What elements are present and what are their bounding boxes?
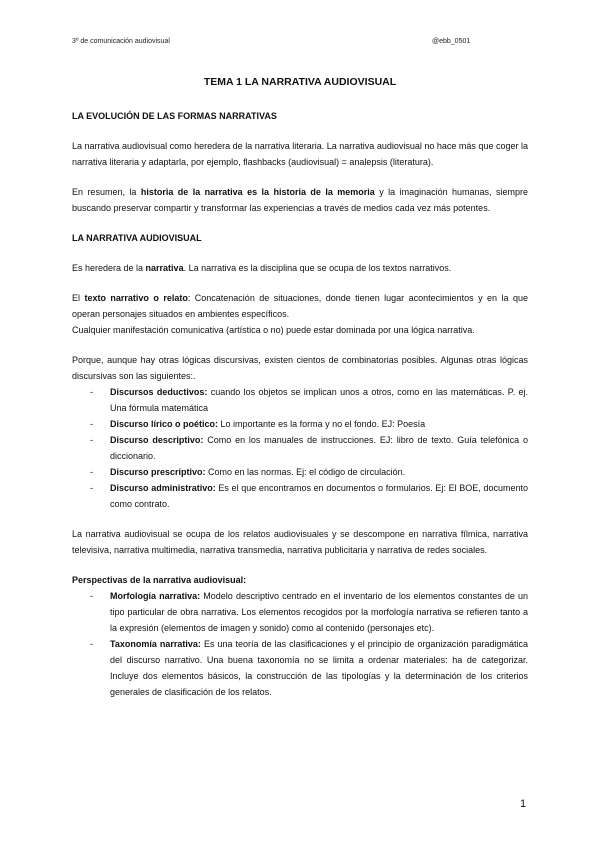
perspectives-list	[72, 588, 528, 700]
list-term: Discurso administrativo:	[110, 483, 216, 493]
list-text: Lo importante es la forma y no el fondo. EJ: Poesía	[218, 419, 426, 429]
list-text: Como en las normas. Ej: el código de circulación.	[205, 467, 406, 477]
paragraph: Porque, aunque hay otras lógicas discursivas, existen cientos de combinatorias posibles. Algunas otras lógicas discursivas son las siguientes:.	[72, 355, 528, 381]
header-course: 3º de comunicación audiovisual	[72, 38, 170, 45]
list-item	[72, 384, 528, 416]
list-item	[72, 416, 528, 432]
section-heading-narrativa-audiovisual: LA NARRATIVA AUDIOVISUAL	[72, 233, 202, 243]
paragraph	[72, 260, 528, 276]
paragraph	[72, 184, 528, 216]
list-item	[72, 432, 528, 464]
discourse-list	[72, 384, 528, 512]
paragraph: Cualquier manifestación comunicativa (artística o no) puede estar dominada por una lógica narrativa.	[72, 325, 475, 335]
list-term: Taxonomía narrativa:	[110, 639, 201, 649]
list-term: Discurso descriptivo:	[110, 435, 204, 445]
paragraph: La narrativa audiovisual como heredera de la narrativa literaria. La narrativa audiovisual no hace más que coger la narrativa literaria y adaptarla, por ejemplo, flashbacks (audiovisual) = analepsis (literatura).	[72, 141, 528, 167]
list-text: cuando los objetos se implican unos a otros, como en las matemáticas. P. ej. Una fórmula matemática	[110, 387, 528, 413]
list-term: Discursos deductivos:	[110, 387, 208, 397]
list-item	[72, 480, 528, 512]
text-span: El	[72, 293, 85, 303]
paragraph	[72, 290, 528, 322]
header-handle: @ebb_0501	[432, 38, 471, 45]
list-text: Es una teoría de las clasificaciones y el principio de organización paradigmática del discurso narrativo. Una buena taxonomía no se limita a ordenar materiales: ha de categorizar. Incluye dos elementos básicos, la construcción de las tipologías y la determinación de los criterios generales de clasificación de los relatos.	[110, 639, 528, 697]
list-term: Morfología narrativa:	[110, 591, 201, 601]
list-item	[72, 464, 528, 480]
list-text: Como en los manuales de instrucciones. EJ: libro de texto. Guía telefónica o diccionario.	[110, 435, 528, 461]
text-span: Es heredera de la	[72, 263, 146, 273]
list-item	[72, 588, 528, 636]
document-title: TEMA 1 LA NARRATIVA AUDIOVISUAL	[203, 76, 397, 88]
section-heading-perspectivas: Perspectivas de la narrativa audiovisual:	[72, 575, 247, 585]
text-span: y la imaginación humanas, siempre buscando preservar compartir y transformar las experiencias a través de medios cada vez más potentes.	[72, 187, 528, 213]
text-span: : Concatenación de situaciones, donde tienen lugar acontecimientos y en la que operan personajes situados en ambientes específicos.	[72, 293, 528, 319]
paragraph: La narrativa audiovisual se ocupa de los relatos audiovisuales y se descompone en narrativa fílmica, narrativa televisiva, narrativa multimedia, narrativa transmedia, narrativa publicitaria y narrativa de redes sociales.	[72, 529, 528, 555]
page-number: 1	[520, 798, 527, 810]
section-heading-evolucion: LA EVOLUCIÓN DE LAS FORMAS NARRATIVAS	[72, 111, 277, 121]
list-item	[72, 636, 528, 700]
bold-text: historia de la narrativa es la historia de la memoria	[140, 187, 375, 197]
text-span: En resumen, la	[72, 187, 141, 197]
list-text: Modelo descriptivo centrado en el inventario de los elementos constantes de un tipo particular de obra narrativa. Los elementos recogidos por la morfología narrativa se refieren tanto a la expresión (elementos de imagen y sonido) como al contenido (personajes etc).	[110, 591, 528, 633]
bold-text: narrativa	[145, 263, 184, 273]
bold-text: texto narrativo o relato	[84, 293, 188, 303]
list-term: Discurso prescriptivo:	[110, 467, 206, 477]
document-body	[72, 108, 528, 714]
list-term: Discurso lírico o poético:	[110, 419, 219, 429]
list-text: Es el que encontramos en documentos o formularios. Ej: El BOE, documento como contrato.	[110, 483, 528, 509]
text-span: . La narrativa es la disciplina que se ocupa de los textos narrativos.	[183, 263, 452, 273]
